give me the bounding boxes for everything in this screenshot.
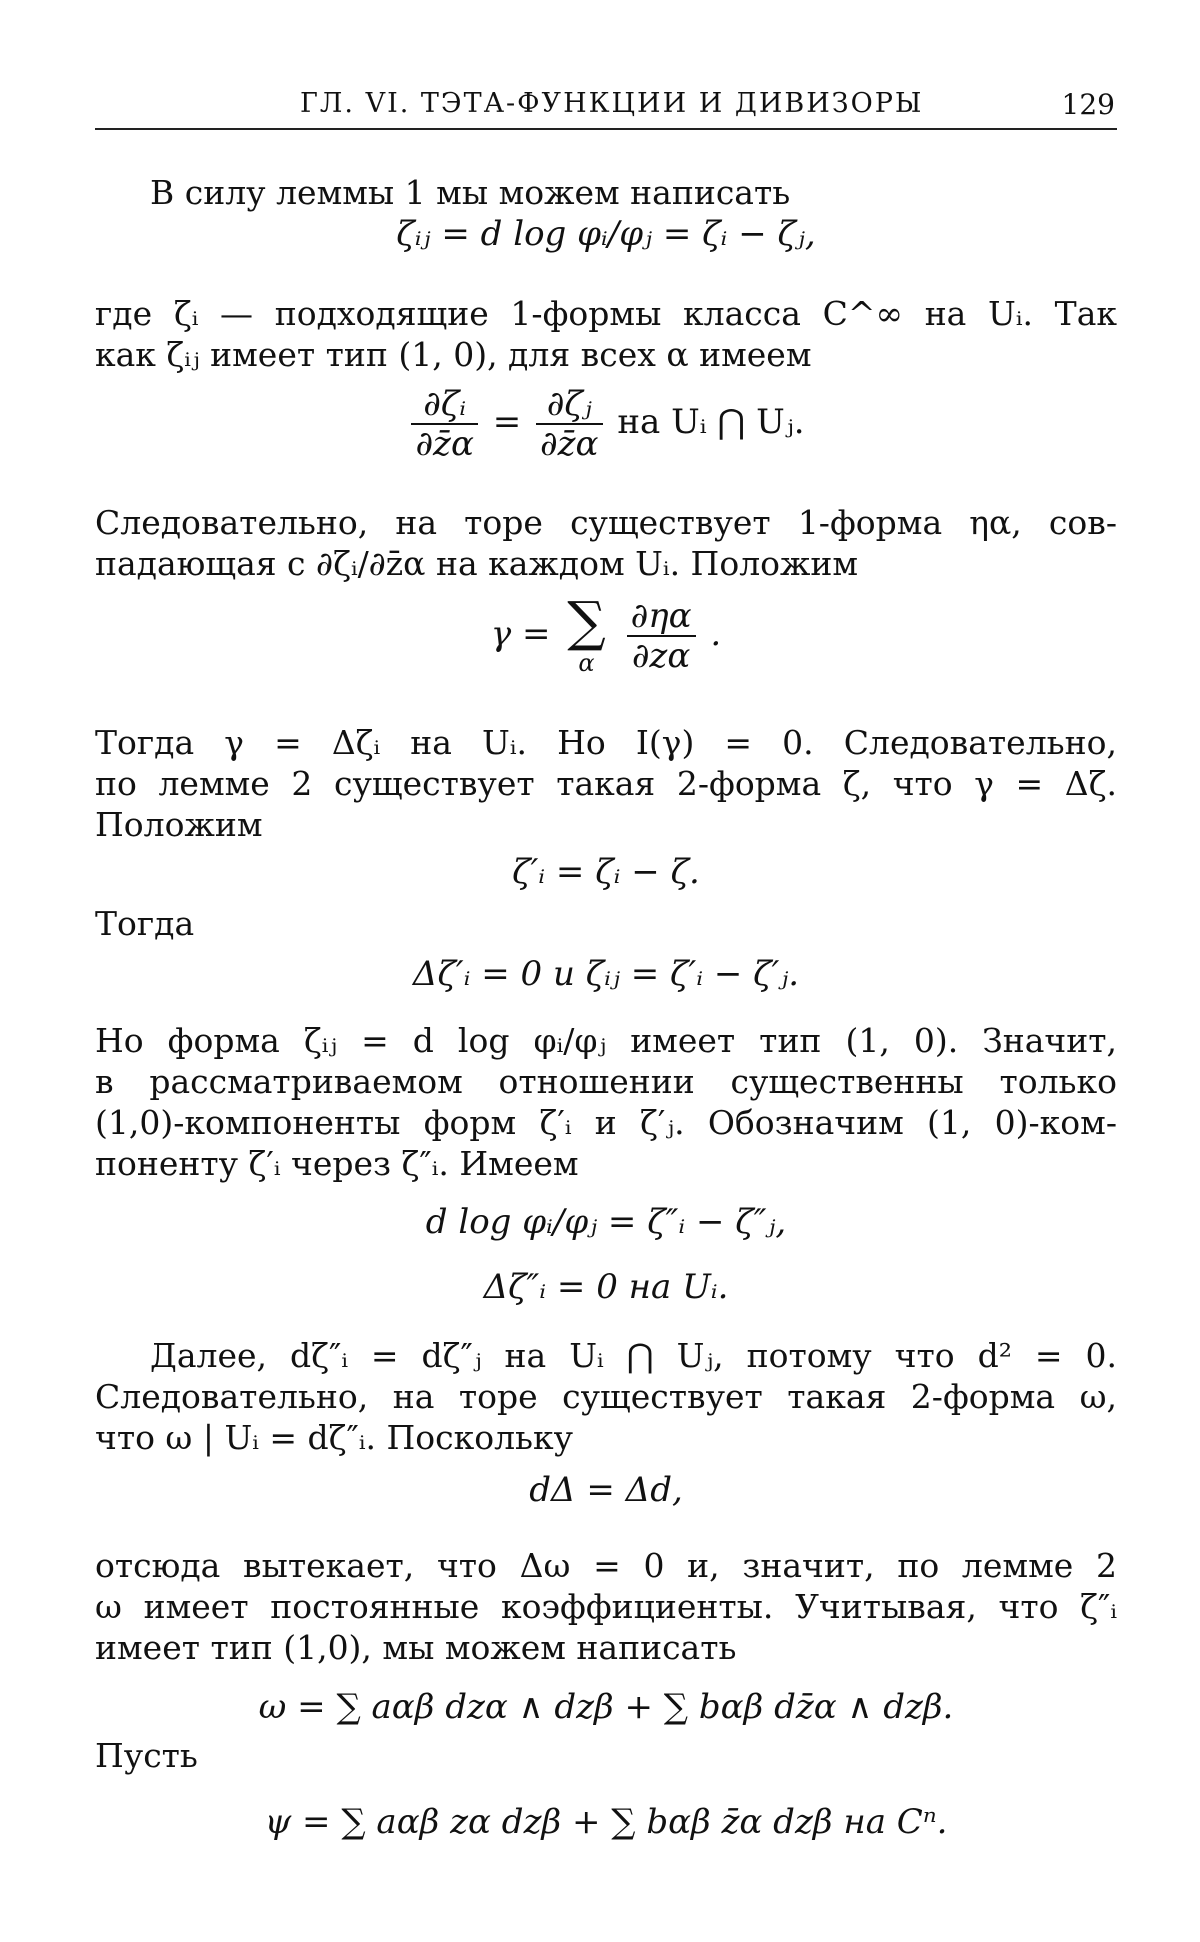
paragraph-7: [95, 1335, 1117, 1458]
paragraph-4: [95, 722, 1117, 845]
text-line: как ζᵢⱼ имеет тип (1, 0), для всех α имеем: [95, 335, 812, 374]
text-line: падающая с ∂ζᵢ/∂z̄α на каждом Uᵢ. Положим: [95, 544, 859, 583]
equation-2: $\frac{\text{∂ζᵢ}}{\partial z̄\alpha}$ = $\frac{\text{∂ζⱼ}}{\partial z̄\alpha}$ на Uᵢ ⋂ Uⱼ.: [95, 385, 1117, 463]
text-line: что ω | Uᵢ = dζ″ᵢ. Поскольку: [95, 1418, 574, 1457]
numerator: ∂ζᵢ: [411, 385, 477, 425]
fraction: [411, 385, 477, 463]
text-line: В силу леммы 1 мы можем написать: [150, 173, 791, 212]
text-line: (1,0)-компоненты форм ζ′ᵢ и ζ′ⱼ. Обозначим (1, 0)-ком-: [95, 1103, 1117, 1142]
fraction: [627, 597, 696, 675]
paragraph-3: [95, 502, 1117, 584]
equation-1: ζᵢⱼ = d log φᵢ/φⱼ = ζᵢ − ζⱼ,: [396, 214, 816, 254]
text-line: Далее, dζ″ᵢ = dζ″ⱼ на Uᵢ ⋂ Uⱼ, потому что d² = 0.: [150, 1336, 1117, 1375]
equation-9: ω = ∑ aαβ dzα ∧ dzβ + ∑ bαβ dz̄α ∧ dzβ.: [258, 1687, 954, 1727]
text-line: поненту ζ′ᵢ через ζ″ᵢ. Имеем: [95, 1144, 579, 1183]
sum-symbol: ∑: [567, 590, 606, 653]
paragraph-2: [95, 293, 1117, 375]
text-line: Но форма ζᵢⱼ = d log φᵢ/φⱼ имеет тип (1, 0). Значит,: [95, 1021, 1117, 1060]
paragraph-6: [95, 1020, 1117, 1184]
running-head: ГЛ. VI. ТЭТА-ФУНКЦИИ И ДИВИЗОРЫ: [300, 88, 924, 119]
equation-tail: .: [710, 614, 722, 654]
text-line: отсюда вытекает, что Δω = 0 и, значит, по лемме 2: [95, 1546, 1117, 1585]
equation-7: Δζ″ᵢ = 0 на Uᵢ.: [483, 1267, 729, 1307]
equation-lhs: γ =: [490, 614, 551, 654]
header-rule: [95, 128, 1117, 130]
text-line: Следовательно, на торе существует такая 2-форма ω,: [95, 1377, 1117, 1416]
text-line: Пусть: [95, 1736, 198, 1775]
text-line: Положим: [95, 805, 263, 844]
denominator: ∂zα: [631, 636, 691, 676]
equation-8: dΔ = Δd,: [529, 1470, 683, 1510]
page-header: [95, 88, 1115, 128]
text-line: Следовательно, на торе существует 1-форма ηα, сов-: [95, 503, 1117, 542]
summation: [567, 590, 606, 677]
numerator: ∂ηα: [627, 597, 696, 637]
text-line: Тогда γ = Δζᵢ на Uᵢ. Но I(γ) = 0. Следовательно,: [95, 723, 1117, 762]
paragraph-5: [95, 903, 1117, 944]
denominator: ∂z̄α: [540, 424, 599, 464]
text-line: в рассматриваемом отношении существенны только: [95, 1062, 1117, 1101]
equation-3: [95, 590, 1117, 677]
fraction: [536, 385, 602, 463]
equation-5: Δζ′ᵢ = 0 и ζᵢⱼ = ζ′ᵢ − ζ′ⱼ.: [412, 954, 800, 994]
text-line: Тогда: [95, 904, 195, 943]
denominator: ∂z̄α: [415, 424, 474, 464]
text-line: ω имеет постоянные коэффициенты. Учитывая, что ζ″ᵢ: [95, 1587, 1117, 1626]
paragraph-9: [95, 1735, 1117, 1776]
page-number: 129: [1061, 88, 1115, 121]
equation-10: ψ = ∑ aαβ zα dzβ + ∑ bαβ z̄α dzβ на Cⁿ.: [264, 1802, 948, 1842]
equation-tail: на Uᵢ ⋂ Uⱼ.: [617, 402, 805, 442]
text-line: имеет тип (1,0), мы можем написать: [95, 1628, 737, 1667]
paragraph-1: [95, 172, 1117, 213]
sum-index: α: [578, 649, 595, 677]
text-line: по лемме 2 существует такая 2-форма ζ, что γ = Δζ.: [95, 764, 1117, 803]
numerator: ∂ζⱼ: [536, 385, 602, 425]
text-line: где ζᵢ — подходящие 1-формы класса C^∞ на Uᵢ. Так: [95, 294, 1117, 333]
equation-6: d log φᵢ/φⱼ = ζ″ᵢ − ζ″ⱼ,: [425, 1202, 787, 1242]
paragraph-8: [95, 1545, 1117, 1668]
equation-4: ζ′ᵢ = ζᵢ − ζ.: [512, 852, 700, 892]
